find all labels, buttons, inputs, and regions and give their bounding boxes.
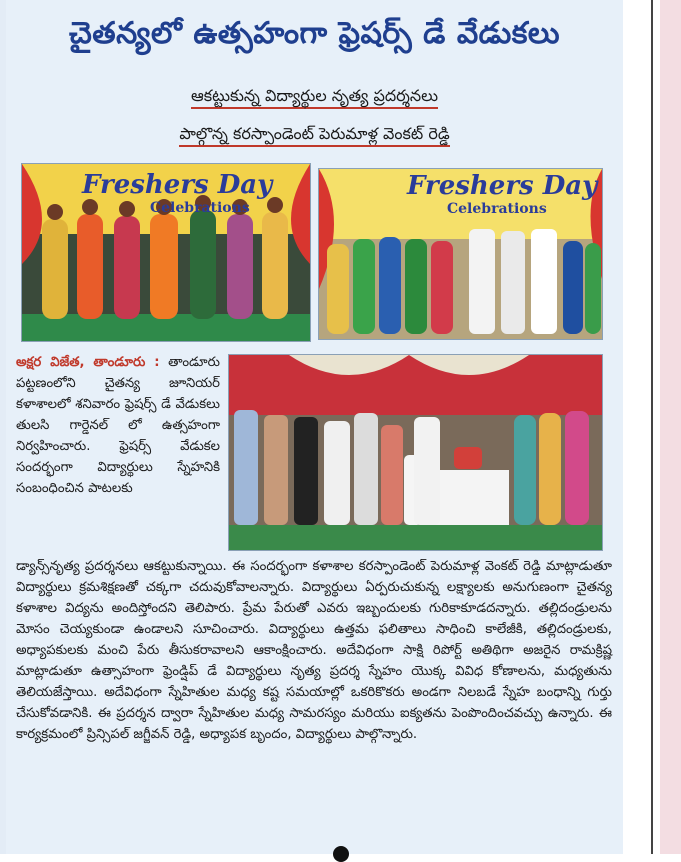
banner-text: Freshers Day	[407, 171, 598, 201]
banner-subtext: Celebrations	[150, 200, 250, 216]
article-body-text: డ్యాన్స్‌నృత్య ప్రదర్శనలు ఆకట్టుకున్నాయి. ఈ సందర్భంగా కళాశాల కరస్పాండెంట్ పెరుమాళ్ల వెంకట్ రెడ్డి మాట్లాడుతూ విద్యార్థులు క్రమశిక్షణతో చక్కగా చదువుకోవాలన్నారు. విద్యార్థులు ఏర్పరుచుకున్న లక్ష్యాలకు అనుగుణంగా చైతన్య కళాశాల విద్యను అందిస్తోందని తెలిపారు. ప్రేమ పేరుతో ఎవరు ఇబ్బందులకు గురికాకూడదన్నారు. తల్లిదండ్రులను మోసం చెయ్యకుండా ఉండాలని సూచించారు. విద్యార్థులు ఉత్తమ ఫలితాలు సాధించి కాలేజీకి, తల్లిదండ్రులకు, అధ్యాపకులకు మంచి పేరు తీసుకరావాలని ఆకాంక్షించారు. అదేవిధంగా సాక్షి రిపోర్ట్ అతిథిగా అజరైన రామక్రిష్ణ మాట్లాడుతూ ఉత్సాహంగా ఫ్రెండ్షిప్ డే విద్యార్థులు నృత్య ప్రదర్శ స్నేహం యొక్క వివిధ కోణాలను, మధ్యతును తెలియజేస్తాయి. అదేవిధంగా స్నేహితుల మధ్య కష్ట సమయాల్లో ఒకరికొకరు అండగా నిలబడే స్నేహ బంధాన్ని గుర్తు చేసుకోవడానికి. ఈ ప్రదర్శన ద్వారా స్నేహితుల మధ్య సామరస్యం మరియు ఐక్యతను పెంపొందించవచ్చు ఉన్నారు. ఈ కార్యక్రమంలో ప్రిన్సిపల్ జగ్జీవన్ రెడ్డి, అధ్యాపక బృందం, విద్యార్థులు పాల్గొన్నారు.	[16, 559, 612, 742]
banner-subtext: Celebrations	[447, 201, 547, 217]
article-dateline: అక్షర విజేత, తాండూరు :	[16, 355, 160, 370]
adjacent-page-edge	[660, 0, 681, 854]
article-column-text	[16, 352, 220, 499]
article-subheading-2	[6, 124, 623, 147]
article-subheading-1	[6, 86, 623, 109]
subheading-2-text: పాల్గొన్న కరస్పాండెంట్ పెరుమాళ్ల వెంకట్ రెడ్డి	[179, 124, 449, 147]
article-column-body: తాండూరు పట్టణంలోని చైతన్య జూనియర్ కళాశాలలో శనివారం ఫ్రెషర్స్ డే వేడుకలు తులసి గార్డెనల్ లో ఉత్సహంగా నిర్వహించారు. ఫ్రెషర్స్ వేడుకల సందర్భంగా విద్యార్థులు స్నేహనికి సంబంధించిన పాటలకు	[16, 355, 220, 496]
page-marker	[333, 846, 349, 862]
photo-cake-cutting-image	[229, 355, 602, 550]
subheading-1-text: ఆకట్టుకున్న విద్యార్థుల నృత్య ప్రదర్శనలు	[191, 86, 438, 109]
photo-cake-cutting	[228, 354, 603, 551]
photo-students-dancing	[21, 163, 311, 342]
column-divider	[651, 0, 653, 854]
news-article	[6, 0, 623, 854]
page-gutter	[623, 0, 660, 854]
banner-text: Freshers Day	[82, 170, 273, 200]
article-headline: చైతన్యలో ఉత్సహంగా ఫ్రెషర్స్ డే వేడుకలు	[68, 16, 561, 51]
photo-group-stage	[318, 168, 603, 340]
